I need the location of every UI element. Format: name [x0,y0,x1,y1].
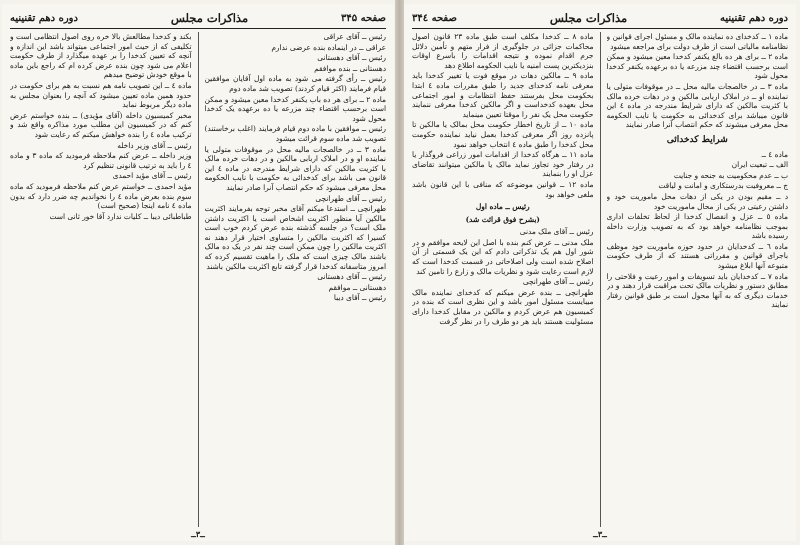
paragraph: رئیس ــ رأی گرفته می شود به ماده اول آقایان موافقین قیام فرمایند (اکثر قیام کردند) تصویب شد ماده دوم [204,74,386,93]
paragraph: رئیس ــ آقای دیبا [333,293,386,303]
paragraph: ج ــ معروفیت بدرستکاری و امانت و لیاقت [658,181,788,191]
paragraph: رئیس ــ آقای طهرانچی [315,193,386,203]
centered-line: رئیس ــ ماده اول [475,202,530,212]
text-columns [412,32,788,527]
paragraph: رئیس ــ آقای عراقی [323,32,386,41]
paragraph: رئیس ــ موافقین با ماده دوم قیام فرمایند (اغلب برخاستند) تصویب شد ماده سوم قرائت میشود [204,124,386,143]
paragraph: وزیر داخله ــ عرض کنم ملاحظه فرمودید که ماده ۳ و ماده ٤ را باید به ترتیب قانونی تنظیم کرد [10,151,192,170]
page-number: ــ۳ــ [191,529,205,539]
paragraph: رئیس ــ آقای مؤید احمدی [112,171,192,181]
header-rule [412,28,788,29]
paragraph: ماده ۲ ــ برای هر ده بالغ یکنفر کدخدا معین میشود و ممکن است برحسب اقتضاء چند مزرعه یا ده برعهده یکنفر کدخدا محول شود [606,52,788,81]
paragraph: مؤید احمدی ــ خواستم عرض کنم ملاحظه فرمودید که ماده سوم بنده بعرض ماده ٤ را نخواندیم چه ضرر دارد که بدون ماده ٤ نامه اینجا (صحیح است) [10,181,192,211]
paragraph: رئیس ــ آقای ملک مدنی [519,227,594,237]
paragraph: ماده ٥ ــ عزل و انفصال کدخدا از لحاظ تخلفات اداری بموجب نظامنامه خواهد بود که به تصویب وزارت داخله رسیده باشد [606,212,788,241]
paragraph: دهستانی ــ موافقم [328,282,386,292]
paragraph: طهرانچی ــ بنده عرض میکنم که کدخدای نماینده مالک میبایست مسئول امور باشد و این نظری است که بنده در کمیسیون هم عرض کردم و مالکین در مقابل کدخدا دارای مسئولیت هستند باید هر دو طرف را در نظر گرفت [412,287,594,326]
header-page-label: صفحه ۳۴۵ [341,12,386,24]
paragraph: ماده ٤ ــ این تصویب نامه هم نسبت به هم برای حکومت در حدود همین ماده تعیین میشود که آنچه را بعنوان مجلس به ماده دیگر مربوط نماید [10,80,192,110]
paragraph: ماده ۱ ــ کدخدای ده نماینده مالک و مسئول اجرای قوانین و نظامنامه مالیاتی است از طرف دولت برای مراجعه میشود [606,32,788,51]
page-header [412,10,788,26]
text-columns [10,32,386,527]
paragraph: ماده ٦ ــ کدخدایان در حدود حوزه ماموریت خود موظف باجرای قوانین و مقرراتی هستند که از طرف حکومت متبوعه آنها ابلاغ میشود [606,241,788,271]
header-page-label: صفحه ۳۴٤ [412,12,457,24]
paragraph: ملک مدنی ــ عرض کنم بنده با اصل این لایحه موافقم و در شور اول هم یک تذکراتی دادم که این یک قسمتی از آن اصلاح شده است ولی اصلاحاتی در قسمت کدخدا است که لازم است رعایت شود و نظریات مالک و زارع را تامین کند [412,237,594,276]
paragraph: عراقی ــ در اینماده بنده عرضی ندارم [271,42,386,52]
paragraph: ماده ۹ ــ مالکین دهات در موقع فوت یا تغییر کدخدا باید معرفی نامه کدخدای جدید را طبق مقررات ماده ٤ ابتدا بحکومت محل بفرستند حفظ انتظامات و امور اجتماعی محل بعهده کدخداست و اگر مالکین کدخدا معرفی ننمایند حکومت محل یک نفر را موقتا تعیین مینماید [412,71,594,119]
column-right [205,32,387,527]
section-title: شرایط کدخدائی [666,134,728,145]
column-divider [198,32,199,527]
paragraph: مخبر کمیسیون داخله (آقای مؤیدی) ــ بنده خواستم عرض کنم که در کمیسیون این مطلب مورد مذاکره واقع شد و ترکیب ماده ٤ را بنده خواهش میکنم که رعایت شود [10,110,192,139]
page-number: ــ۳ــ [593,529,607,539]
paragraph: بکند و کدخدا مطالعش بالا خره روی اصول انتظامی است و تکلیفی که از حیث امور اجتماعی میتواند باشد این اندازه و آنچه که تعیین کدخدا را بر عهده میگذارد از طرف حکومت اعلام می شود چون بنده عرض کرده ام که راجع باین ماده با موقع خودش توضیح میدهم [10,32,192,80]
header-rule [10,28,386,29]
paragraph: رئیس ــ آقای دهستانی [317,272,386,282]
paragraph: ماده ٤ ــ [761,149,788,159]
column-right [607,32,789,527]
paragraph: دهستانی ــ بنده موافقم [314,63,386,73]
page-344 [404,4,796,541]
header-title: مذاکرات مجلس [549,11,628,25]
paragraph: رئیس ــ آقای دهستانی [317,53,386,63]
paragraph: د ــ مقیم بودن در یکی از دهات محل ماموریت خود و داشتن رعیتی در یکی از محال ماموریت خود [606,191,788,211]
paragraph: ماده ۱۱ ــ هرگاه کدخدا از اقدامات امور زراعی فروگذار یا در رفتار خود تجاوز نماید مالک یا مالکین میتوانند تقاضای عزل او را بنمایند [412,150,594,179]
paragraph: ماده ۲ ــ برای هر ده باب یکنفر کدخدا معین میشود و ممکن است برحسب اقتضاء چند مزرعه یا ده برعهده یک کدخدا محول شود [204,94,386,123]
header-session: دوره دهم تقنینیه [10,12,78,24]
paragraph: ماده ۱۰ ــ از تاریخ اخطار حکومت محل بمالک یا مالکین تا پانزده روز اگر معرفی کدخدا بعمل نیاید نماینده حکومت محل کدخدا را طبق ماده ٤ انتخاب خواهد نمود [412,120,594,149]
paragraph: طباطبائی دیبا ــ کلیات ندارد آقا خور ثانی است [49,211,192,221]
paragraph: رئیس ــ آقای طهرانچی [522,277,594,287]
centered-line: (بشرح فوق قرائت شد) [465,214,540,224]
page-345 [2,4,394,541]
header-session: دوره دهم تقنینیه [720,12,788,24]
paragraph: ماده ۸ ــ کدخدا مکلف است طبق ماده ۲۳ قانون اصول محاکمات جزائی در جلوگیری از فرار متهم و تأمین دلائل جرم اقدام نموده و نتیجه اقدامات را باسرع اوقات بنزدیکترین پست امنیه یا نایب الحکومه اطلاع دهد [412,32,594,70]
paragraph: ب ــ عدم محکومیت به جنحه و جنایت [673,170,788,180]
page-header [10,10,386,26]
paragraph: رئیس ــ آقای وزیر داخله [117,140,192,150]
column-left [412,32,594,527]
paragraph: ماده ۷ ــ کدخدایان باید تسویفات و امور رعیت و فلاحتی را مطابق دستور و نظریات مالک تحت مراقبت قرار دهند و در خدمات دیگری که به آنها محول است بر طبق قوانین رفتار نمایند [606,271,788,310]
column-left [10,32,192,527]
paragraph: الف ــ تبعیت ایران [731,160,788,170]
header-title: مذاکرات مجلس [170,11,249,25]
paragraph: طهرانچی ــ استدعا میکنم آقای مخبر توجه بفرمایند اکثریت مالکین آیا منظور اکثریت اشخاص است یا اکثریت داشتن ملک است؟ در جلسه گذشته بنده عرض کردم خوب است کسیرا که اکثریت مالکین را متساوی اختیار قرار دهند نه اکثریت مالکین را چون ممکن است چند نفر در یک ده مالک باشند مالک چیزی است که ملک را ماهیت تقسیم کرده که امروز متاسفانه کدخدا قرار گرفته تابع اکثریت مالکین باشند [204,204,386,271]
book-gutter [395,0,404,545]
paragraph: ماده ۱۲ ــ قوانین موضوعه که منافی با این قانون باشد ملغی خواهد بود [412,179,594,199]
column-divider [600,32,601,527]
paragraph: ماده ۳ ــ در خالصجات مالیه محل ــ در موقوفات متولی یا نماینده او ــ در املاک اربابی مالکین و در دهات خرده مالک با کثریت مالکین که دارای شرایط مندرجه در ماده ٤ این قانون میباشد برای کدخدائی به حکومت یا نایب الحکومه محل معرفی میشوند که حکم انتصاب آنرا صادر نمایند [606,81,788,130]
paragraph: ماده ۳ ــ در خالصجات مالیه محل در موقوفات متولی یا نماینده او و در املاک اربابی مالکین و در دهات خرده مالک با کثریت مالکین که دارای شرایط مندرجه در ماده ٤ این قانون می باشد برای کدخدائی به حکومت با نایب الحکومه محل معرفی میشود که حکم انتصاب آنرا صادر نمایند [204,144,386,192]
